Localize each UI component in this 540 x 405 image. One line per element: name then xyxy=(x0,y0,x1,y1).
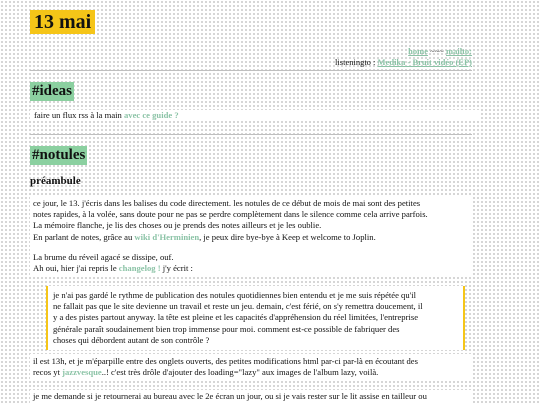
divider-top xyxy=(30,70,472,71)
notules-paragraphs xyxy=(30,196,472,276)
p1-line-2: notes rapides, à la volée, sans doute pour ne pas se perdre complètement dans le silence comme cela arrive parfois. xyxy=(33,209,428,220)
listening-link[interactable]: Medika - Bruit vidéo (EP) xyxy=(377,57,472,67)
top-nav xyxy=(335,46,472,68)
wiki-herminien-link[interactable]: wiki d'Herminien xyxy=(134,231,200,242)
changelog-quote xyxy=(46,286,465,350)
quote-line-1: je n'ai pas gardé le rythme de publication des notules quotidiennes bien entendu et je me suis répétée qu'il xyxy=(53,290,416,300)
jazzvesque-link[interactable]: jazzvesque xyxy=(62,367,102,378)
p1-line-1: ce jour, le 13. j'écris dans les balises du code directement. les notules de ce début de mois de mai sont des petites xyxy=(33,198,421,208)
changelog-link[interactable]: changelog ! xyxy=(118,263,161,274)
divider-ideas xyxy=(30,134,472,135)
p2-line-2 xyxy=(33,263,469,274)
p2-line-1: La brume du réveil agacé se dissipe, ouf. xyxy=(33,252,174,262)
guide-link[interactable]: avec ce guide ? xyxy=(123,110,179,120)
paragraph-1 xyxy=(33,198,469,243)
paragraph-3 xyxy=(33,356,469,378)
preambule-heading: préambule xyxy=(30,175,81,187)
mailto-link[interactable]: mailto: xyxy=(446,46,472,56)
paragraph-4 xyxy=(33,391,469,402)
p3-line-2-after: ..! c'est très drôle d'ajouter des loading="lazy" aux images de l'album lazy, voilà. xyxy=(101,367,379,378)
p2-line-2-after: j'y écrit : xyxy=(160,263,193,274)
p1-line-4 xyxy=(33,232,469,243)
ideas-text xyxy=(30,110,480,121)
p1-line-4-text: En parlant de notes, grâce au xyxy=(33,231,135,242)
quote-line-5: choses qui débordent autant de son contrôle ? xyxy=(53,334,210,345)
paragraph-4-box xyxy=(30,390,472,405)
paragraph-2 xyxy=(33,252,469,274)
p1-line-4-after: , je peux dire bye-bye à Keep et welcome to Joplin. xyxy=(199,231,376,242)
p1-line-3: La mémoire flanche, je lis des choses ou je prends des notes ailleurs et je les oublie. xyxy=(33,220,322,231)
nav-links-row xyxy=(335,46,472,57)
notules-heading: #notules xyxy=(32,147,86,163)
listening-row xyxy=(335,57,472,68)
paragraph-3-box xyxy=(30,354,472,380)
quote-line-4: générale paraît soudainement bien trop immense pour moi. comment est-ce possible de fabriquer des xyxy=(53,323,400,334)
p3-line-1: il est 13h, et je m'éparpille entre des onglets ouverts, des petites modifications html par-ci par-là en écoutant des xyxy=(33,356,418,366)
p2-line-2-text: Ah oui, hier j'ai repris le xyxy=(33,263,119,274)
p4-line-1: je me demande si je retournerai au bureau avec le 2e écran un jour, ou si je vais rester sur le lit assise en tailleur ou xyxy=(33,391,427,401)
nav-separator: ~~~ xyxy=(430,46,444,56)
p3-line-2 xyxy=(33,367,469,378)
p3-line-2-text: recos yt xyxy=(33,367,63,378)
ideas-heading: #ideas xyxy=(32,83,73,99)
quote-line-3: y a des pistes partout anyway. la tête est pleine et les capacités d'appréhension du réel limitées, l'entreprise xyxy=(53,312,419,323)
listening-label: listeningto : xyxy=(335,57,378,67)
quote-line-2: ne fallait pas que le site devienne un travail et reste un jeu. demain, c'est férié, on s'y remettra doucement, il xyxy=(53,301,423,312)
ideas-text-content: faire un flux rss à la main xyxy=(34,110,124,120)
home-link[interactable]: home xyxy=(408,46,428,56)
page-title: 13 mai xyxy=(30,10,95,34)
